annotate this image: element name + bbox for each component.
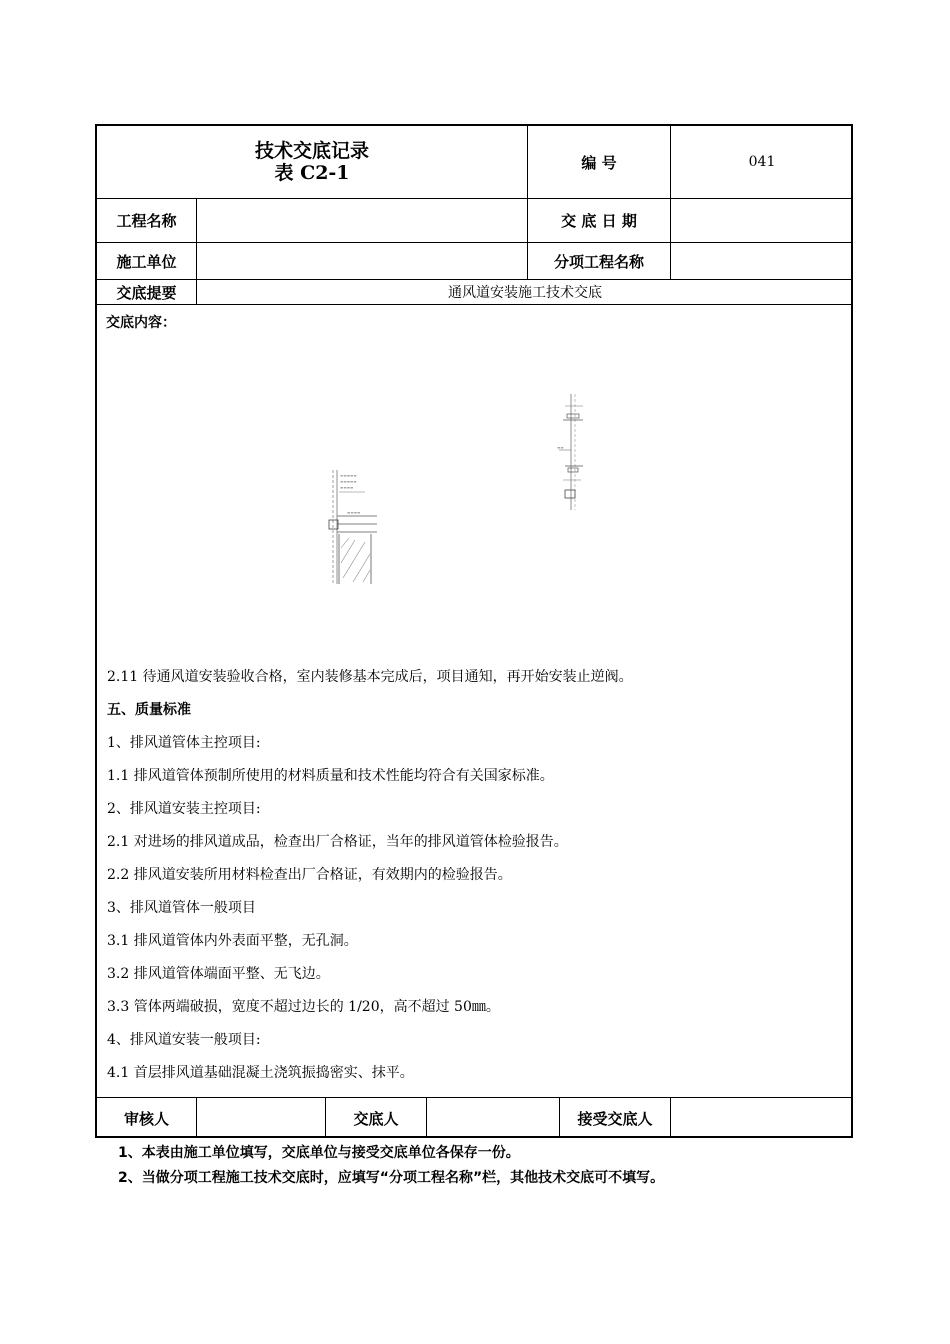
duct-elevation-drawing — [555, 394, 595, 514]
number-label: 编 号 — [581, 153, 617, 172]
content-paragraph: 3.3 管体两端破损，宽度不超过边长的 1/20，高不超过 50㎜。 — [107, 999, 500, 1015]
content-paragraph: 1.1 排风道管体预制所使用的材料质量和技术性能均符合有关国家标准。 — [107, 768, 554, 784]
discloser-label: 交底人 — [353, 1109, 399, 1128]
content-paragraph: 3.1 排风道管体内外表面平整，无孔洞。 — [107, 933, 358, 949]
date-value[interactable] — [671, 199, 853, 242]
svg-text:≡≡≡≡≡: ≡≡≡≡≡ — [340, 479, 357, 484]
summary-label: 交底提要 — [116, 283, 177, 302]
footnote: 1、本表由施工单位填写，交底单位与接受交底单位各保存一份。 — [118, 1145, 520, 1161]
content-paragraph: 4.1 首层排风道基础混凝土浇筑振捣密实、抹平。 — [107, 1065, 414, 1081]
sub-project-label: 分项工程名称 — [553, 252, 644, 271]
form-title-line1: 技术交底记录 — [254, 140, 369, 162]
contractor-value[interactable] — [197, 243, 527, 279]
content-paragraph: 3.2 排风道管体端面平整、无飞边。 — [107, 966, 330, 982]
content-section-heading: 五、质量标准 — [107, 702, 191, 718]
summary-value: 通风道安装施工技术交底 — [448, 285, 602, 301]
svg-text:≡≡≡≡: ≡≡≡≡ — [347, 510, 361, 515]
footnote: 2、当做分项工程施工技术交底时，应填写“分项工程名称”栏，其他技术交底可不填写。 — [118, 1170, 665, 1186]
svg-text:≡≡: ≡≡ — [557, 445, 564, 450]
content-paragraph: 2.2 排风道安装所用材料检查出厂合格证，有效期内的检验报告。 — [107, 867, 512, 883]
project-name-label: 工程名称 — [116, 212, 177, 230]
number-value: 041 — [748, 154, 776, 170]
contractor-label: 施工单位 — [116, 252, 177, 271]
content-label: 交底内容： — [106, 315, 176, 331]
form-title — [97, 126, 527, 198]
content-paragraph: 2、排风道安装主控项目: — [107, 801, 261, 817]
receiver-label: 接受交底人 — [577, 1109, 653, 1128]
sub-project-value[interactable] — [671, 243, 853, 279]
project-name-value[interactable] — [197, 199, 527, 242]
content-paragraph: 4、排风道安装一般项目: — [107, 1032, 261, 1048]
content-paragraph: 3、排风道管体一般项目 — [107, 900, 256, 916]
disclosure-record-table — [95, 124, 853, 1138]
content-paragraph: 2.1 对进场的排风道成品，检查出厂合格证，当年的排风道管体检验报告。 — [107, 834, 568, 850]
form-title-line2: 表 C2-1 — [274, 162, 350, 184]
content-paragraph: 2.11 待通风道安装验收合格，室内装修基本完成后，项目通知，再开始安装止逆阀。 — [107, 669, 633, 685]
reviewer-label: 审核人 — [123, 1109, 169, 1128]
discloser-value[interactable] — [427, 1098, 559, 1138]
svg-text:≡≡≡≡: ≡≡≡≡ — [340, 485, 354, 490]
receiver-value[interactable] — [671, 1098, 853, 1138]
date-label: 交 底 日 期 — [561, 212, 637, 230]
reviewer-value[interactable] — [197, 1098, 325, 1138]
wall-section-drawing — [325, 468, 385, 588]
content-paragraph: 1、排风道管体主控项目: — [107, 735, 261, 751]
svg-text:≡≡≡≡≡: ≡≡≡≡≡ — [340, 473, 357, 478]
